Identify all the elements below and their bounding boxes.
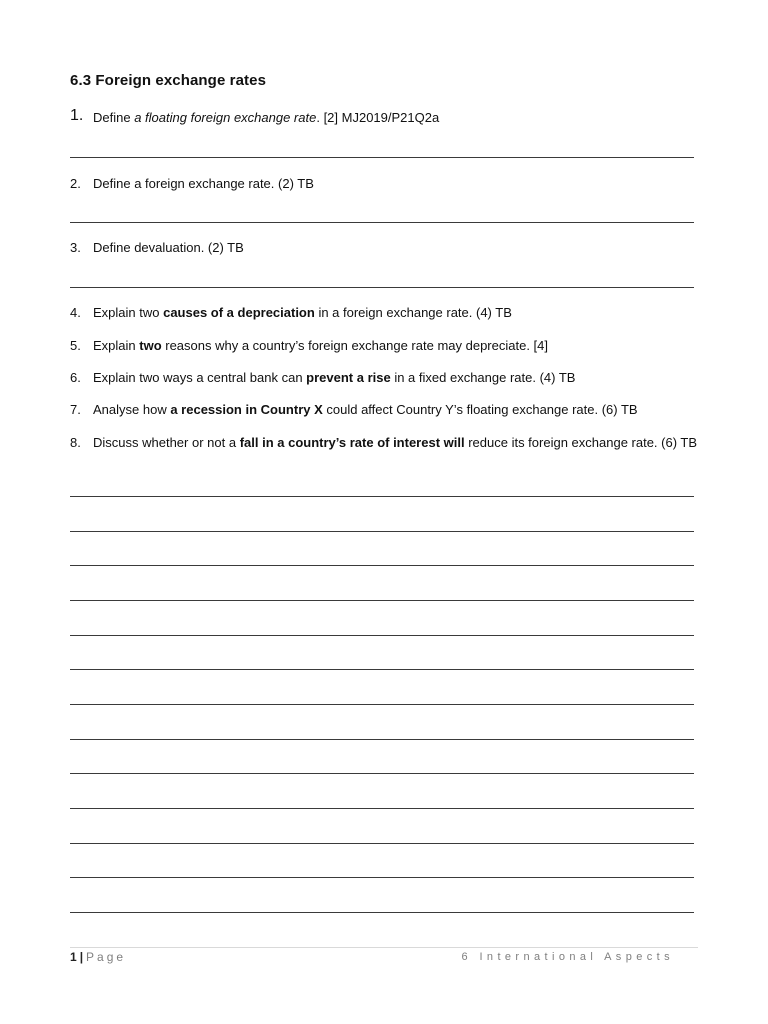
question-6 [70, 369, 698, 387]
question-text [93, 401, 698, 419]
question-3 [70, 239, 698, 257]
question-text [93, 304, 698, 322]
bold-text: fall in a country’s rate of interest will [239, 435, 465, 450]
text-run: Define a foreign exchange rate. (2) TB [93, 176, 314, 191]
answer-line [70, 287, 694, 288]
question-7 [70, 401, 698, 419]
text-run: reasons why a country’s foreign exchange rate may depreciate. [4] [161, 338, 549, 353]
question-number: 7. [70, 402, 81, 417]
text-run: reduce its foreign exchange rate. (6) TB [464, 435, 698, 450]
question-number: 1. [70, 107, 84, 124]
answer-line [70, 600, 694, 601]
question-8 [70, 434, 698, 452]
question-1 [70, 109, 698, 127]
footer-page-label [70, 950, 126, 964]
page-word: Page [86, 950, 127, 964]
bold-text: prevent a rise [306, 370, 391, 385]
page-number: 1 [70, 950, 77, 964]
text-run: Explain two ways a central bank can [93, 370, 307, 385]
text-run: . [2] MJ2019/P21Q2a [316, 110, 440, 125]
answer-line [70, 739, 694, 740]
answer-line [70, 635, 694, 636]
bold-text: causes of a depreciation [163, 305, 315, 320]
text-run: Discuss whether or not a [93, 435, 240, 450]
question-text [93, 369, 698, 387]
answer-line [70, 157, 694, 158]
answer-line [70, 773, 694, 774]
answer-line [70, 222, 694, 223]
footer-section-title: 6 International Aspects [461, 951, 674, 963]
text-run: Explain two [93, 305, 164, 320]
question-number: 4. [70, 305, 81, 320]
answer-line [70, 669, 694, 670]
question-number: 8. [70, 435, 81, 450]
answer-line [70, 531, 694, 532]
question-5 [70, 337, 698, 355]
answer-line [70, 704, 694, 705]
answer-line [70, 496, 694, 497]
question-text [93, 239, 698, 257]
question-number: 6. [70, 370, 81, 385]
answer-line [70, 843, 694, 844]
question-number: 2. [70, 176, 81, 191]
answer-line [70, 808, 694, 809]
text-run: Explain [93, 338, 140, 353]
answer-line [70, 912, 694, 913]
answer-line [70, 565, 694, 566]
question-text [93, 175, 698, 193]
question-number: 3. [70, 240, 81, 255]
footer-divider [70, 947, 698, 948]
section-heading: 6.3 Foreign exchange rates [70, 72, 267, 89]
question-text [93, 109, 698, 127]
footer-separator: | [79, 950, 84, 964]
bold-text: two [139, 338, 162, 353]
text-run: could affect Country Y’s floating exchange rate. (6) TB [322, 402, 638, 417]
italic-text: a floating foreign exchange rate [134, 110, 317, 125]
question-2 [70, 175, 698, 193]
text-run: in a fixed exchange rate. (4) TB [390, 370, 576, 385]
question-4 [70, 304, 698, 322]
text-run: Define devaluation. (2) TB [93, 240, 244, 255]
question-text [93, 337, 698, 355]
answer-line [70, 877, 694, 878]
question-number: 5. [70, 338, 81, 353]
text-run: Analyse how [93, 402, 171, 417]
bold-text: a recession in Country X [170, 402, 323, 417]
text-run: in a foreign exchange rate. (4) TB [314, 305, 512, 320]
question-text [93, 434, 698, 452]
text-run: Define [93, 110, 135, 125]
